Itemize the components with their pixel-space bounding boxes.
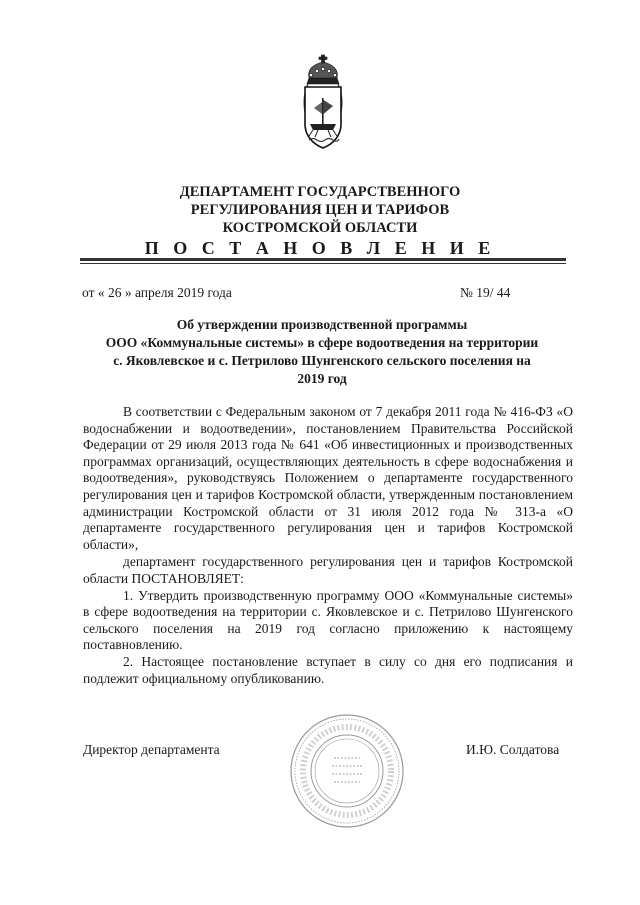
department-title-line: ДЕПАРТАМЕНТ ГОСУДАРСТВЕННОГО <box>179 184 461 200</box>
body-paragraph-preamble: В соответствии с Федеральным законом от 7 декабря 2011 года № 416-ФЗ «О водоснабжении и водоотведении», постановлением Правительства Российской Федерации от 29 июля 2013 года № 641 «Об инвестиционных и производственных программах организаций, осуществляющих деятельность в сфере водоснабжения и водоотведения», руководствуясь Положением о департаменте государственного регулирования цен и тарифов Костромской области, утвержденным постановлением администрации Костромской области от 31 июля 2012 года № 313-а «О департаменте государственного регулирования цен и тарифов Костромской области», <box>83 404 573 552</box>
body-paragraph-resolves: департамент государственного регулирования цен и тарифов Костромской области ПОСТАНОВЛЯЕТ: <box>83 554 573 586</box>
subject-line: ООО «Коммунальные системы» в сфере водоотведения на территории <box>105 335 539 350</box>
coat-of-arms-icon <box>293 54 353 150</box>
subject-line: Об утверждении производственной программы <box>176 317 468 332</box>
official-stamp-icon <box>288 712 406 830</box>
body-paragraph-item-2: 2. Настоящее постановление вступает в силу со дня его подписания и подлежит официальному опубликованию. <box>83 653 573 686</box>
subject-line: с. Яковлевское и с. Петрилово Шунгенского сельского поселения на <box>113 353 531 368</box>
subject-line: 2019 год <box>297 371 347 386</box>
signatory-name: И.Ю. Солдатова <box>466 742 560 757</box>
header-rule-thick <box>80 258 566 261</box>
document-date: от « 26 » апреля 2019 года <box>82 285 232 300</box>
signatory-position: Директор департамента <box>83 742 220 757</box>
department-title-line: КОСТРОМСКОЙ ОБЛАСТИ <box>222 220 418 236</box>
body-paragraph-item-1: 1. Утвердить производственную программу ООО «Коммунальные системы» в сфере водоотведения на территории с. Яковлевское и с. Петрилово Шунгенского сельского поселения на 2019 год согласно приложению к настоящему поставновлению. <box>83 587 573 653</box>
document-body <box>83 404 573 687</box>
department-title <box>0 183 640 237</box>
department-title-line: РЕГУЛИРОВАНИЯ ЦЕН И ТАРИФОВ <box>190 202 450 218</box>
document-type-heading: П О С Т А Н О В Л Е Н И Е <box>144 238 496 258</box>
document-number: № 19/ 44 <box>460 285 511 300</box>
header-rule-thin <box>80 263 566 264</box>
document-subject <box>72 316 572 388</box>
